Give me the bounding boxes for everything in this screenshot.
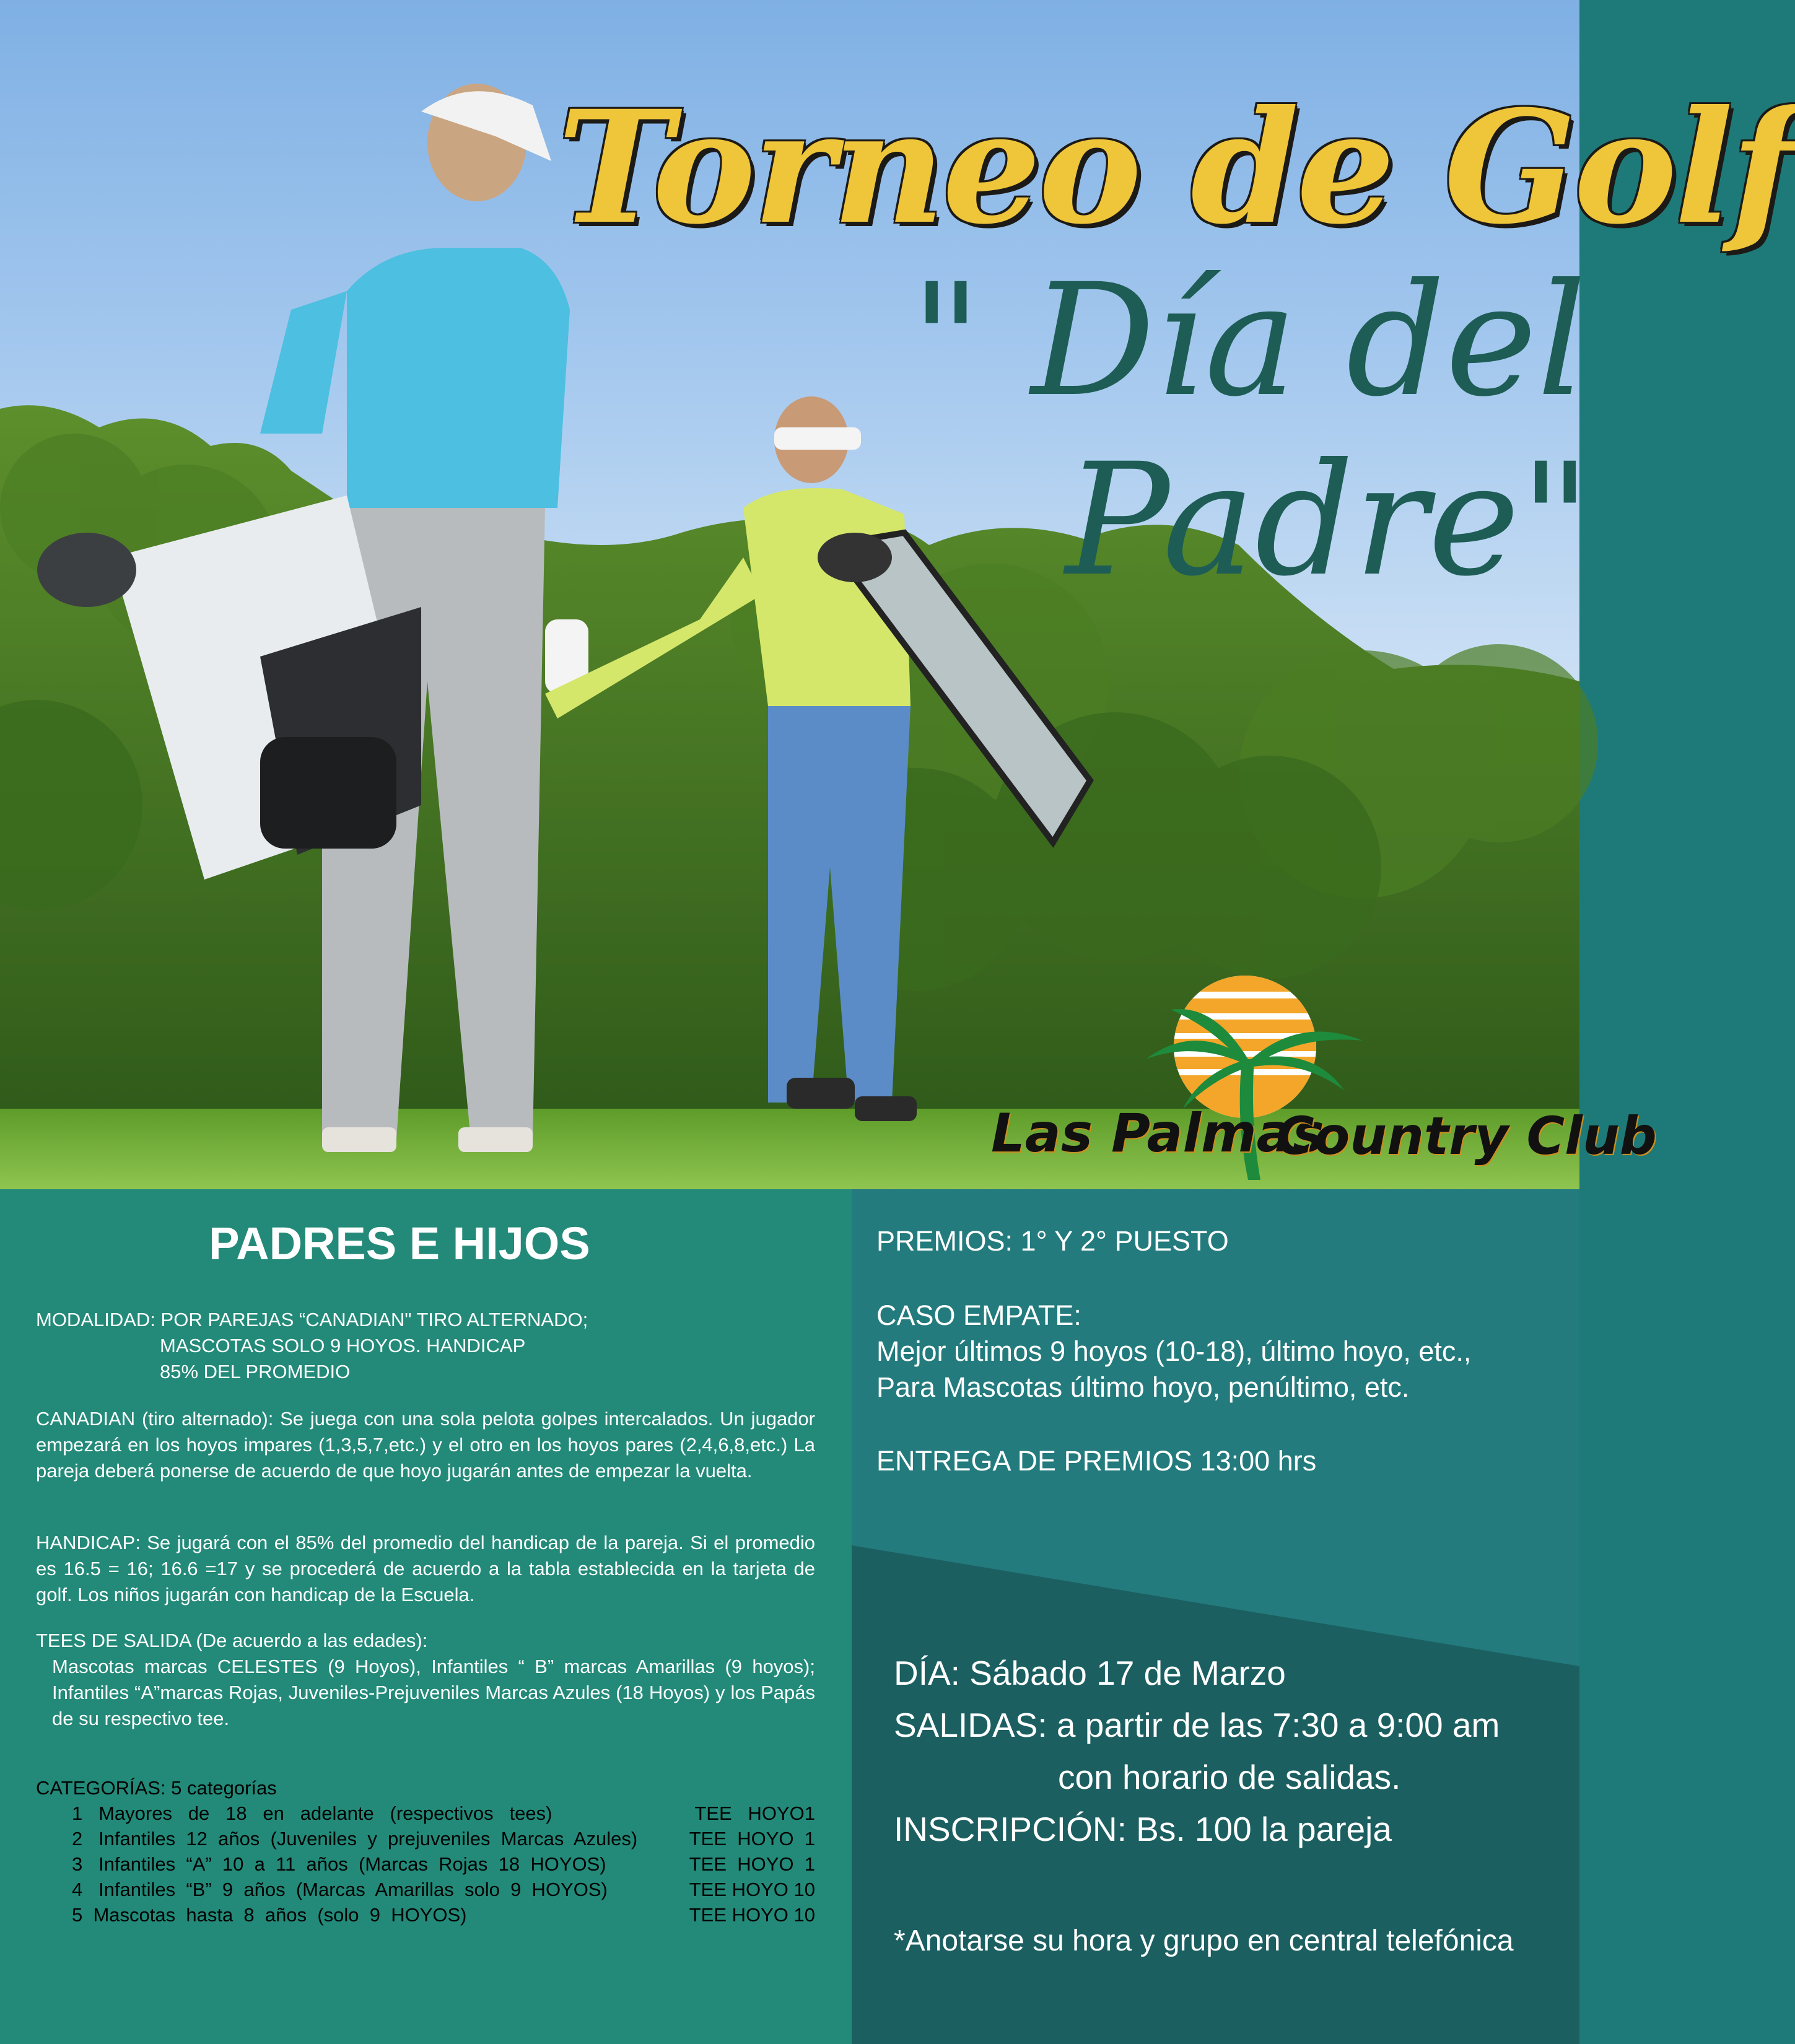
categorias-block [36,1775,815,1928]
tees-block [36,1628,815,1732]
inscripcion-text: INSCRIPCIÓN: Bs. 100 la pareja [894,1810,1392,1848]
categoria-label: 2 Infantiles 12 años (Juveniles y prejuveniles Marcas Azules) [72,1828,638,1850]
modalidad-line-2: MASCOTAS SOLO 9 HOYOS. HANDICAP [160,1335,526,1356]
salidas-line-1: SALIDAS: a partir de las 7:30 a 9:00 am [894,1706,1500,1744]
modalidad-line-3: 85% DEL PROMEDIO [160,1361,351,1382]
categoria-row [36,1801,815,1826]
empate-line-1: Mejor últimos 9 hoyos (10-18), último hoyo, etc., [876,1335,1472,1367]
categoria-tee: TEE HOYO 10 [689,1904,815,1926]
categoria-row [36,1902,815,1928]
nota-anotarse: *Anotarse su hora y grupo en central telefónica [894,1924,1514,1957]
entrega-premios-text: ENTREGA DE PREMIOS 13:00 hrs [876,1445,1317,1477]
categoria-row [36,1826,815,1851]
title-torneo-de-golf: Torneo de Golf [557,76,1795,258]
event-info-panel [852,1189,1579,2044]
tees-body: Mascotas marcas CELESTES (9 Hoyos), Infantiles “ B” marcas Amarillas (9 hoyos); Infantiles “A”marcas Rojas, Juveniles-Prejuveniles Marcas Azules (18 Hoyos) y los Papás de su respectivo tee. [52,1656,815,1729]
categoria-label: 3 Infantiles “A” 10 a 11 años (Marcas Rojas 18 HOYOS) [72,1853,606,1875]
premios-text: PREMIOS: 1° Y 2° PUESTO [876,1225,1229,1257]
las-palmas-logo [991,966,1657,1189]
section-heading: PADRES E HIJOS [209,1218,590,1269]
logo-text-country-club: Country Club [1276,1106,1657,1166]
salidas-line-2: con horario de salidas. [1058,1758,1401,1796]
categoria-tee: TEE HOYO1 [694,1802,815,1824]
title-padre: Padre" [1065,430,1591,610]
categoria-label: 1 Mayores de 18 en adelante (respectivos tees) [72,1802,552,1824]
tees-title: TEES DE SALIDA (De acuerdo a las edades): [36,1630,428,1651]
categoria-label: 5 Mascotas hasta 8 años (solo 9 HOYOS) [72,1904,467,1926]
categoria-label: 4 Infantiles “B” 9 años (Marcas Amarillas solo 9 HOYOS) [72,1879,608,1900]
modalidad-block [36,1307,815,1385]
title-dia-del: " Día del [911,250,1587,430]
canadian-paragraph: CANADIAN (tiro alternado): Se juega con una sola pelota golpes intercalados. Un jugador empezará en los hoyos impares (1,3,5,7,etc.) y el otro en los hoyos pares (2,4,6,8,etc.) La pareja deberá ponerse de acuerdo de que hoyo jugarán antes de empezar la vuelta. [36,1408,815,1482]
empate-line-2: Para Mascotas último hoyo, penúltimo, etc. [876,1371,1410,1403]
categoria-tee: TEE HOYO 1 [689,1853,815,1875]
categoria-row [36,1851,815,1877]
handicap-paragraph: HANDICAP: Se jugará con el 85% del promedio del handicap de la pareja. Si el promedio es 16.5 = 16; 16.6 =17 y se procederá de acuerdo a la tabla establecida en la tarjeta de golf. Los niños jugarán con handicap de la Escuela. [36,1532,815,1605]
empate-title: CASO EMPATE: [876,1299,1081,1331]
modalidad-line-1: MODALIDAD: POR PAREJAS “CANADIAN" TIRO ALTERNADO; [36,1309,588,1330]
logo-text-las-palmas: Las Palmas [991,1103,1324,1164]
categoria-tee: TEE HOYO 1 [689,1828,815,1850]
categorias-title: CATEGORÍAS: 5 categorías [36,1777,277,1799]
dia-text: DÍA: Sábado 17 de Marzo [894,1654,1286,1692]
categoria-tee: TEE HOYO 10 [689,1879,815,1900]
categoria-row [36,1877,815,1902]
